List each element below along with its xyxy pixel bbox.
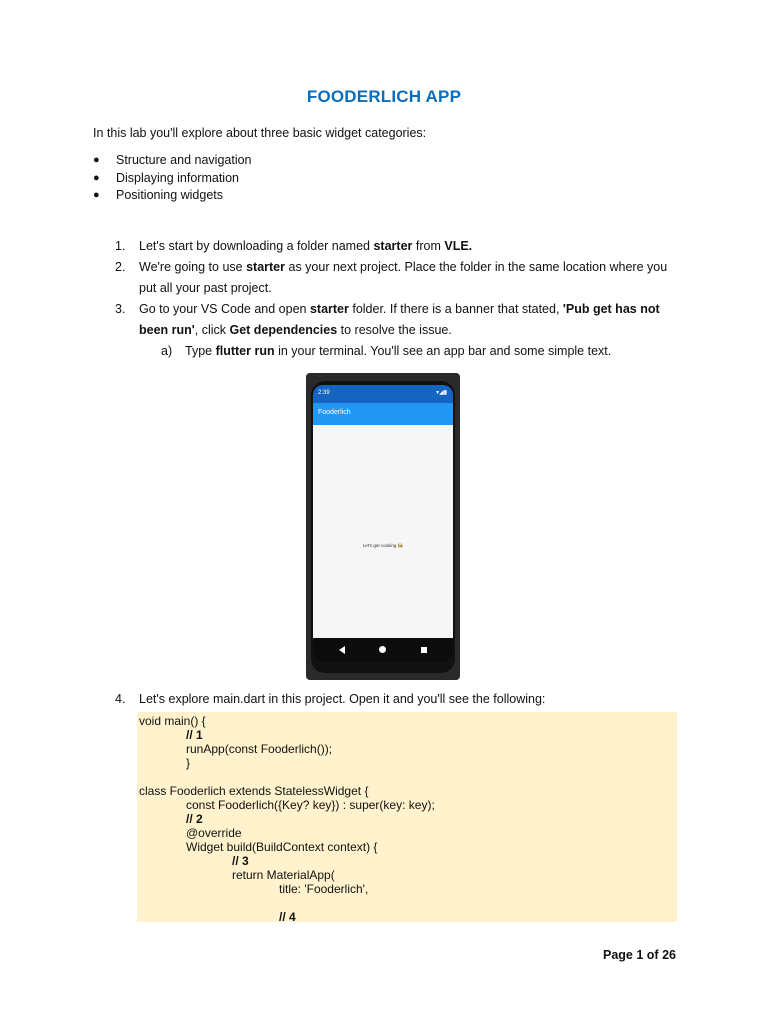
bullet-icon: ● (93, 154, 100, 166)
code-line: return MaterialApp( (232, 868, 335, 882)
bullet-item: ● Positioning widgets (93, 187, 252, 205)
code-line: class Fooderlich extends StatelessWidget { (139, 784, 369, 798)
bullet-icon: ● (93, 171, 100, 184)
code-block (137, 712, 677, 922)
app-body-text: Let's get cooking 👩‍🍳 (362, 543, 404, 548)
intro-text: In this lab you'll explore about three basic widget categories: (93, 126, 427, 140)
app-screen (313, 425, 453, 638)
code-line: void main() { (139, 714, 206, 728)
code-line: } (186, 756, 191, 770)
home-icon (379, 646, 386, 653)
code-line: // 1 (186, 728, 203, 742)
recents-icon (421, 647, 427, 653)
bullet-item: ● Displaying information (93, 170, 252, 188)
bullet-list (93, 152, 252, 205)
page-number: Page 1 of 26 (603, 948, 676, 962)
code-line: title: 'Fooderlich', (279, 882, 369, 896)
phone-screenshot (306, 373, 460, 680)
status-time: 2:39 (318, 390, 330, 396)
code-line: const Fooderlich({Key? key}) : super(key: key); (186, 798, 435, 812)
code-line: // 3 (232, 854, 249, 868)
code-line: // 2 (186, 812, 203, 826)
step-1: 1. Let's start by downloading a folder named starter from VLE. (115, 239, 473, 253)
code-line: // 4 (279, 910, 296, 922)
status-icons: ▾◢▮ (436, 390, 447, 396)
bullet-item: ● Structure and navigation (93, 152, 252, 170)
step-4: 4. Let's explore main.dart in this project. Open it and you'll see the following: (115, 692, 546, 706)
app-bar (313, 403, 453, 425)
code-line: runApp(const Fooderlich()); (186, 742, 333, 756)
step-3: 3. Go to your VS Code and open starter folder. If there is a banner that stated, 'Pub get has not been run', click Get dependencies to resolve the issue. (115, 302, 660, 337)
steps-list (115, 236, 675, 362)
code-line: Widget build(BuildContext context) { (186, 840, 378, 854)
step-3a: a) Type flutter run in your terminal. You'll see an app bar and some simple text. (161, 344, 612, 358)
app-bar-title: Fooderlich (318, 409, 351, 416)
step-2: 2. We're going to use starter as your next project. Place the folder in the same location where you put all your past project. (115, 260, 668, 295)
bullet-icon: ● (93, 189, 100, 201)
nav-bar (313, 638, 453, 662)
back-icon (339, 646, 345, 654)
code-line: @override (186, 826, 242, 840)
page-title: FOODERLICH APP (306, 87, 462, 106)
status-bar (313, 385, 453, 403)
